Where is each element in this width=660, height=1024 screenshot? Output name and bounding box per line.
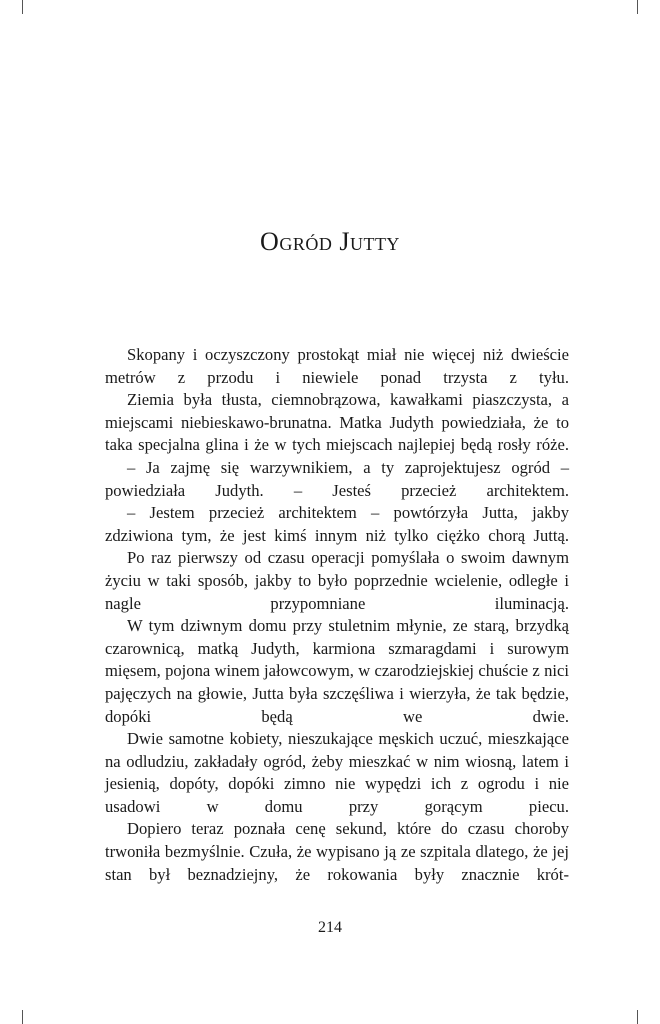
crop-mark-bottom-left xyxy=(22,1010,23,1024)
crop-mark-top-right xyxy=(637,0,638,14)
chapter-title: Ogród Jutty xyxy=(260,227,400,256)
paragraph: Ziemia była tłusta, ciemnobrązowa, kawałkami piaszczysta, a miejscami niebieskawo-brunatna. Matka Judyth powiedziała, że to taka specjalna glina i że w tych miejscach najlepiej będą rosły róże. xyxy=(105,390,569,455)
paragraph: Dwie samotne kobiety, nieszukające męskich uczuć, mieszkające na odludziu, zakładały ogród, żeby mieszkać w nim wiosną, latem i jesienią, dopóty, dopóki zimno nie wypędzi ich z ogrodu i nie usadowi w domu przy gorącym piecu. xyxy=(105,729,569,816)
crop-mark-bottom-right xyxy=(637,1010,638,1024)
body-text xyxy=(105,344,569,886)
paragraph: – Ja zajmę się warzywnikiem, a ty zaprojektujesz ogród – powiedziała Judyth. – Jesteś przecież architektem. xyxy=(105,457,569,500)
paragraph: Po raz pierwszy od czasu operacji pomyślała o swoim dawnym życiu w taki sposób, jakby to było poprzednie wcielenie, odległe i nagle przypomniane iluminacją. xyxy=(105,548,569,613)
paragraph: Skopany i oczyszczony prostokąt miał nie więcej niż dwieście metrów z przodu i niewiele ponad trzysta z tyłu. xyxy=(105,345,569,387)
paragraph: W tym dziwnym domu przy stuletnim młynie, ze starą, brzydką czarownicą, matką Judyth, karmiona szmaragdami i surowym mięsem, pojona winem jałowcowym, w czarodziejskiej chuście z nici pajęczych na głowie, Jutta była szczęśliwa i wierzyła, że tak będzie, dopóki będą we dwie. xyxy=(105,616,569,726)
paragraph: – Jestem przecież architektem – powtórzyła Jutta, jakby zdziwiona tym, że jest kimś innym niż tylko ciężko chorą Juttą. xyxy=(105,503,569,545)
paragraph: Dopiero teraz poznała cenę sekund, które do czasu choroby trwoniła bezmyślnie. Czuła, że wypisano ją ze szpitala dlatego, że jej stan był beznadziejny, że rokowania były znacznie krót- xyxy=(105,819,569,884)
crop-mark-top-left xyxy=(22,0,23,14)
page-number: 214 xyxy=(318,919,342,936)
